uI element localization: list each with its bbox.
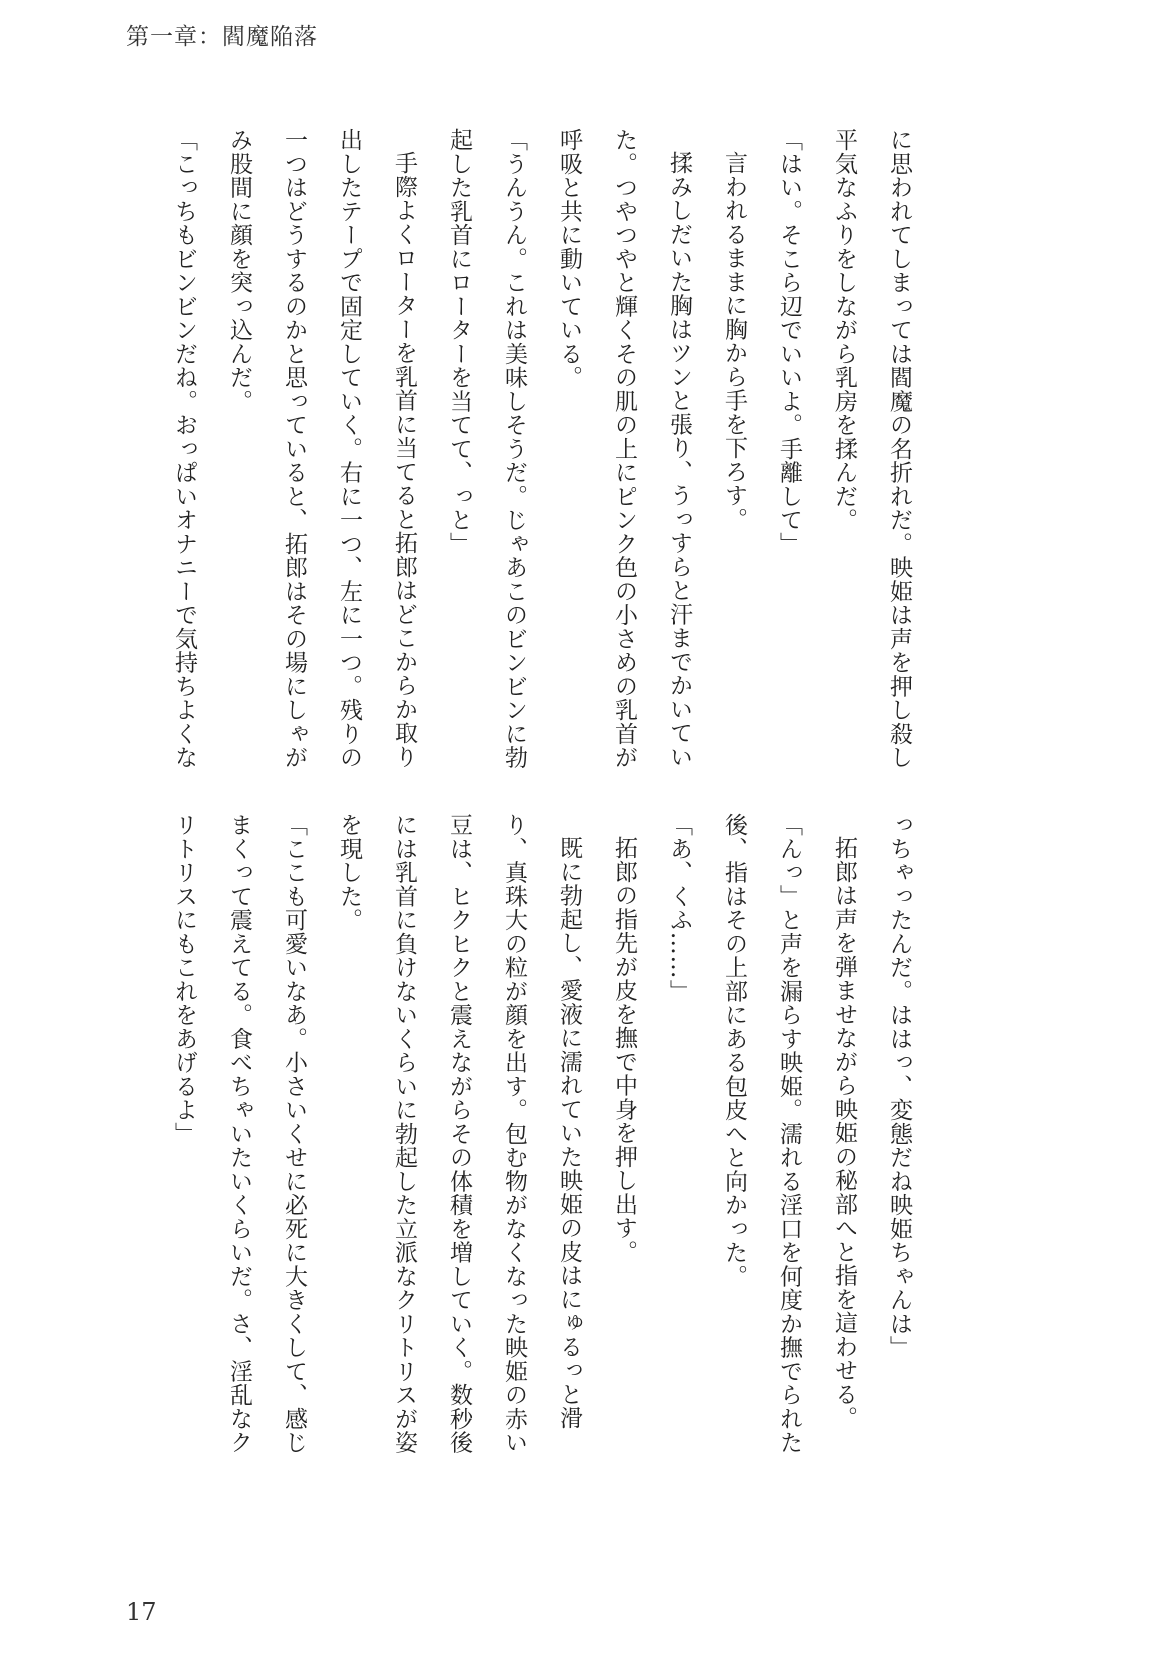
text-column: 揉みしだいた胸はツンと張り、うっすらと汗までかいてい xyxy=(666,151,692,769)
page-number: 17 xyxy=(126,1598,157,1626)
lower-text-block xyxy=(156,813,926,1473)
text-column: っちゃったんだ。ははっ、変態だね映姫ちゃんは」 xyxy=(886,813,912,1360)
text-column: た。つやつやと輝くその肌の上にピンク色の小さめの乳首が xyxy=(611,128,637,770)
text-column: 手際よくローターを乳首に当てると拓郎はどこからか取り xyxy=(391,151,417,769)
text-column: 「ここも可愛いなあ。小さいくせに必死に大きくして、感じ xyxy=(281,813,307,1455)
text-column: り、真珠大の粒が顔を出す。包む物がなくなった映姫の赤い xyxy=(501,813,527,1455)
text-column: 「あ、くふ……」 xyxy=(666,813,692,1003)
text-column: に思われてしまっては閻魔の名折れだ。映姫は声を押し殺し xyxy=(886,128,912,770)
text-column: 出したテープで固定していく。右に一つ、左に一つ。残りの xyxy=(336,128,362,770)
text-column: 「んっ」と声を漏らす映姫。濡れる淫口を何度か撫でられた xyxy=(776,813,802,1455)
text-column: 豆は、ヒクヒクと震えながらその体積を増していく。数秒後 xyxy=(446,813,472,1455)
text-column: 「こっちもビンビンだね。おっぱいオナニーで気持ちよくな xyxy=(171,128,197,770)
text-column: リトリスにもこれをあげるよ」 xyxy=(171,813,197,1146)
text-column: 「うんうん。これは美味しそうだ。じゃあこのビンビンに勃 xyxy=(501,128,527,770)
text-column: み股間に顔を突っ込んだ。 xyxy=(226,128,252,413)
text-column: 呼吸と共に動いている。 xyxy=(556,128,582,390)
text-column: 一つはどうするのかと思っていると、拓郎はその場にしゃが xyxy=(281,128,307,770)
text-column: 「はい。そこら辺でいいよ。手離して」 xyxy=(776,128,802,556)
chapter-header: 第一章：閻魔陥落 xyxy=(126,24,318,50)
text-column: 既に勃起し、愛液に濡れていた映姫の皮はにゅるっと滑 xyxy=(556,836,582,1430)
text-column: を現した。 xyxy=(336,813,362,932)
text-column: 拓郎は声を弾ませながら映姫の秘部へと指を這わせる。 xyxy=(831,836,857,1430)
text-column: 拓郎の指先が皮を撫で中身を押し出す。 xyxy=(611,836,637,1264)
text-column: には乳首に負けないくらいに勃起した立派なクリトリスが姿 xyxy=(391,813,417,1455)
text-column: 後、指はその上部にある包皮へと向かった。 xyxy=(721,813,747,1288)
text-column: 言われるままに胸から手を下ろす。 xyxy=(721,151,747,531)
text-column: 平気なふりをしながら乳房を揉んだ。 xyxy=(831,128,857,532)
text-column: まくって震えてる。食べちゃいたいくらいだ。さ、淫乱なク xyxy=(226,813,252,1455)
upper-text-block xyxy=(156,128,926,788)
text-column: 起した乳首にローターを当てて、っと」 xyxy=(446,128,472,556)
